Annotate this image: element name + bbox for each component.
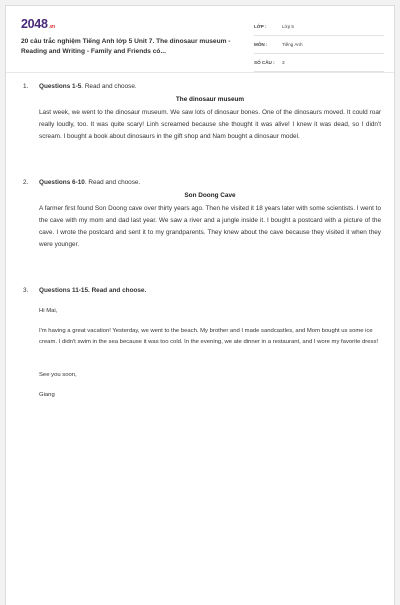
meta-key: MÔN : <box>254 42 268 47</box>
meta-row-subject <box>254 36 384 54</box>
header-divider <box>6 72 394 73</box>
question-number: 3. <box>23 287 29 294</box>
meta-key: SỐ CÂU : <box>254 60 275 65</box>
question-heading-bold: Questions 1-5 <box>39 83 82 90</box>
document-header <box>6 6 394 71</box>
question-heading-bold: Questions 11-15. Read and choose. <box>39 287 147 294</box>
meta-value: Lớp 5 <box>282 24 294 29</box>
passage-text: Last week, we went to the dinosaur museum. We saw lots of dinosaur bones. One of the dinosaurs moved. It could roar really loudly, too. It was quite scary! Linh screamed because she thought it was alive! I knew it was dead, so I didn't scream. I bought a book about dinosaurs in the gift shop and Nam bought a dinosaur model. <box>39 109 381 141</box>
question-heading-bold: Questions 6-10 <box>39 179 85 186</box>
question-number: 2. <box>23 179 29 186</box>
passage-text: A farmer first found Son Doong cave over thirty years ago. Then he visited it 18 years later with some scientists. I went to the cave with my mom and dad last year. We saw a river and a jungle inside it. I bought a postcard with a picture of the cave. I wrote the postcard and sent it to my grandparents. They knew about the cave because they visited it when they were younger. <box>39 205 381 249</box>
question-heading-rest: . Read and choose. <box>81 83 137 90</box>
passage-title: The dinosaur museum <box>175 96 245 103</box>
letter-closing: See you soon, <box>39 372 77 378</box>
document-meta <box>254 18 384 72</box>
site-logo[interactable] <box>21 17 55 31</box>
question-heading-rest: . Read and choose. <box>84 179 141 186</box>
question-heading <box>39 179 140 186</box>
document-title: 20 câu trắc nghiệm Tiếng Anh lớp 5 Unit 7. The dinosaur museum - Reading and Writing - Family and Friends có... <box>21 38 231 55</box>
letter-body: I'm having a great vacation! Yesterday, we went to the beach. My brother and I made sandcastles, and Mom bought us some ice cream. I didn't swim in the sea because it was too cold. In the evening, we ate dinner in a restaurant, and I wore my favorite dress! <box>39 328 379 345</box>
question-heading <box>39 83 137 90</box>
meta-key: LỚP : <box>254 24 267 29</box>
meta-value: 3 <box>282 60 285 65</box>
letter-signature: Giang <box>39 392 55 398</box>
meta-row-grade <box>254 18 384 36</box>
meta-row-question-count <box>254 54 384 72</box>
letter-greeting: Hi Mai, <box>39 308 58 314</box>
passage-title: Son Doong Cave <box>184 192 236 199</box>
question-number: 1. <box>23 83 29 90</box>
question-heading <box>39 287 146 294</box>
logo-text: 2048 <box>21 17 48 31</box>
logo-domain: .vn <box>48 24 55 30</box>
document-page <box>5 5 395 605</box>
meta-value: Tiếng Anh <box>282 42 303 47</box>
